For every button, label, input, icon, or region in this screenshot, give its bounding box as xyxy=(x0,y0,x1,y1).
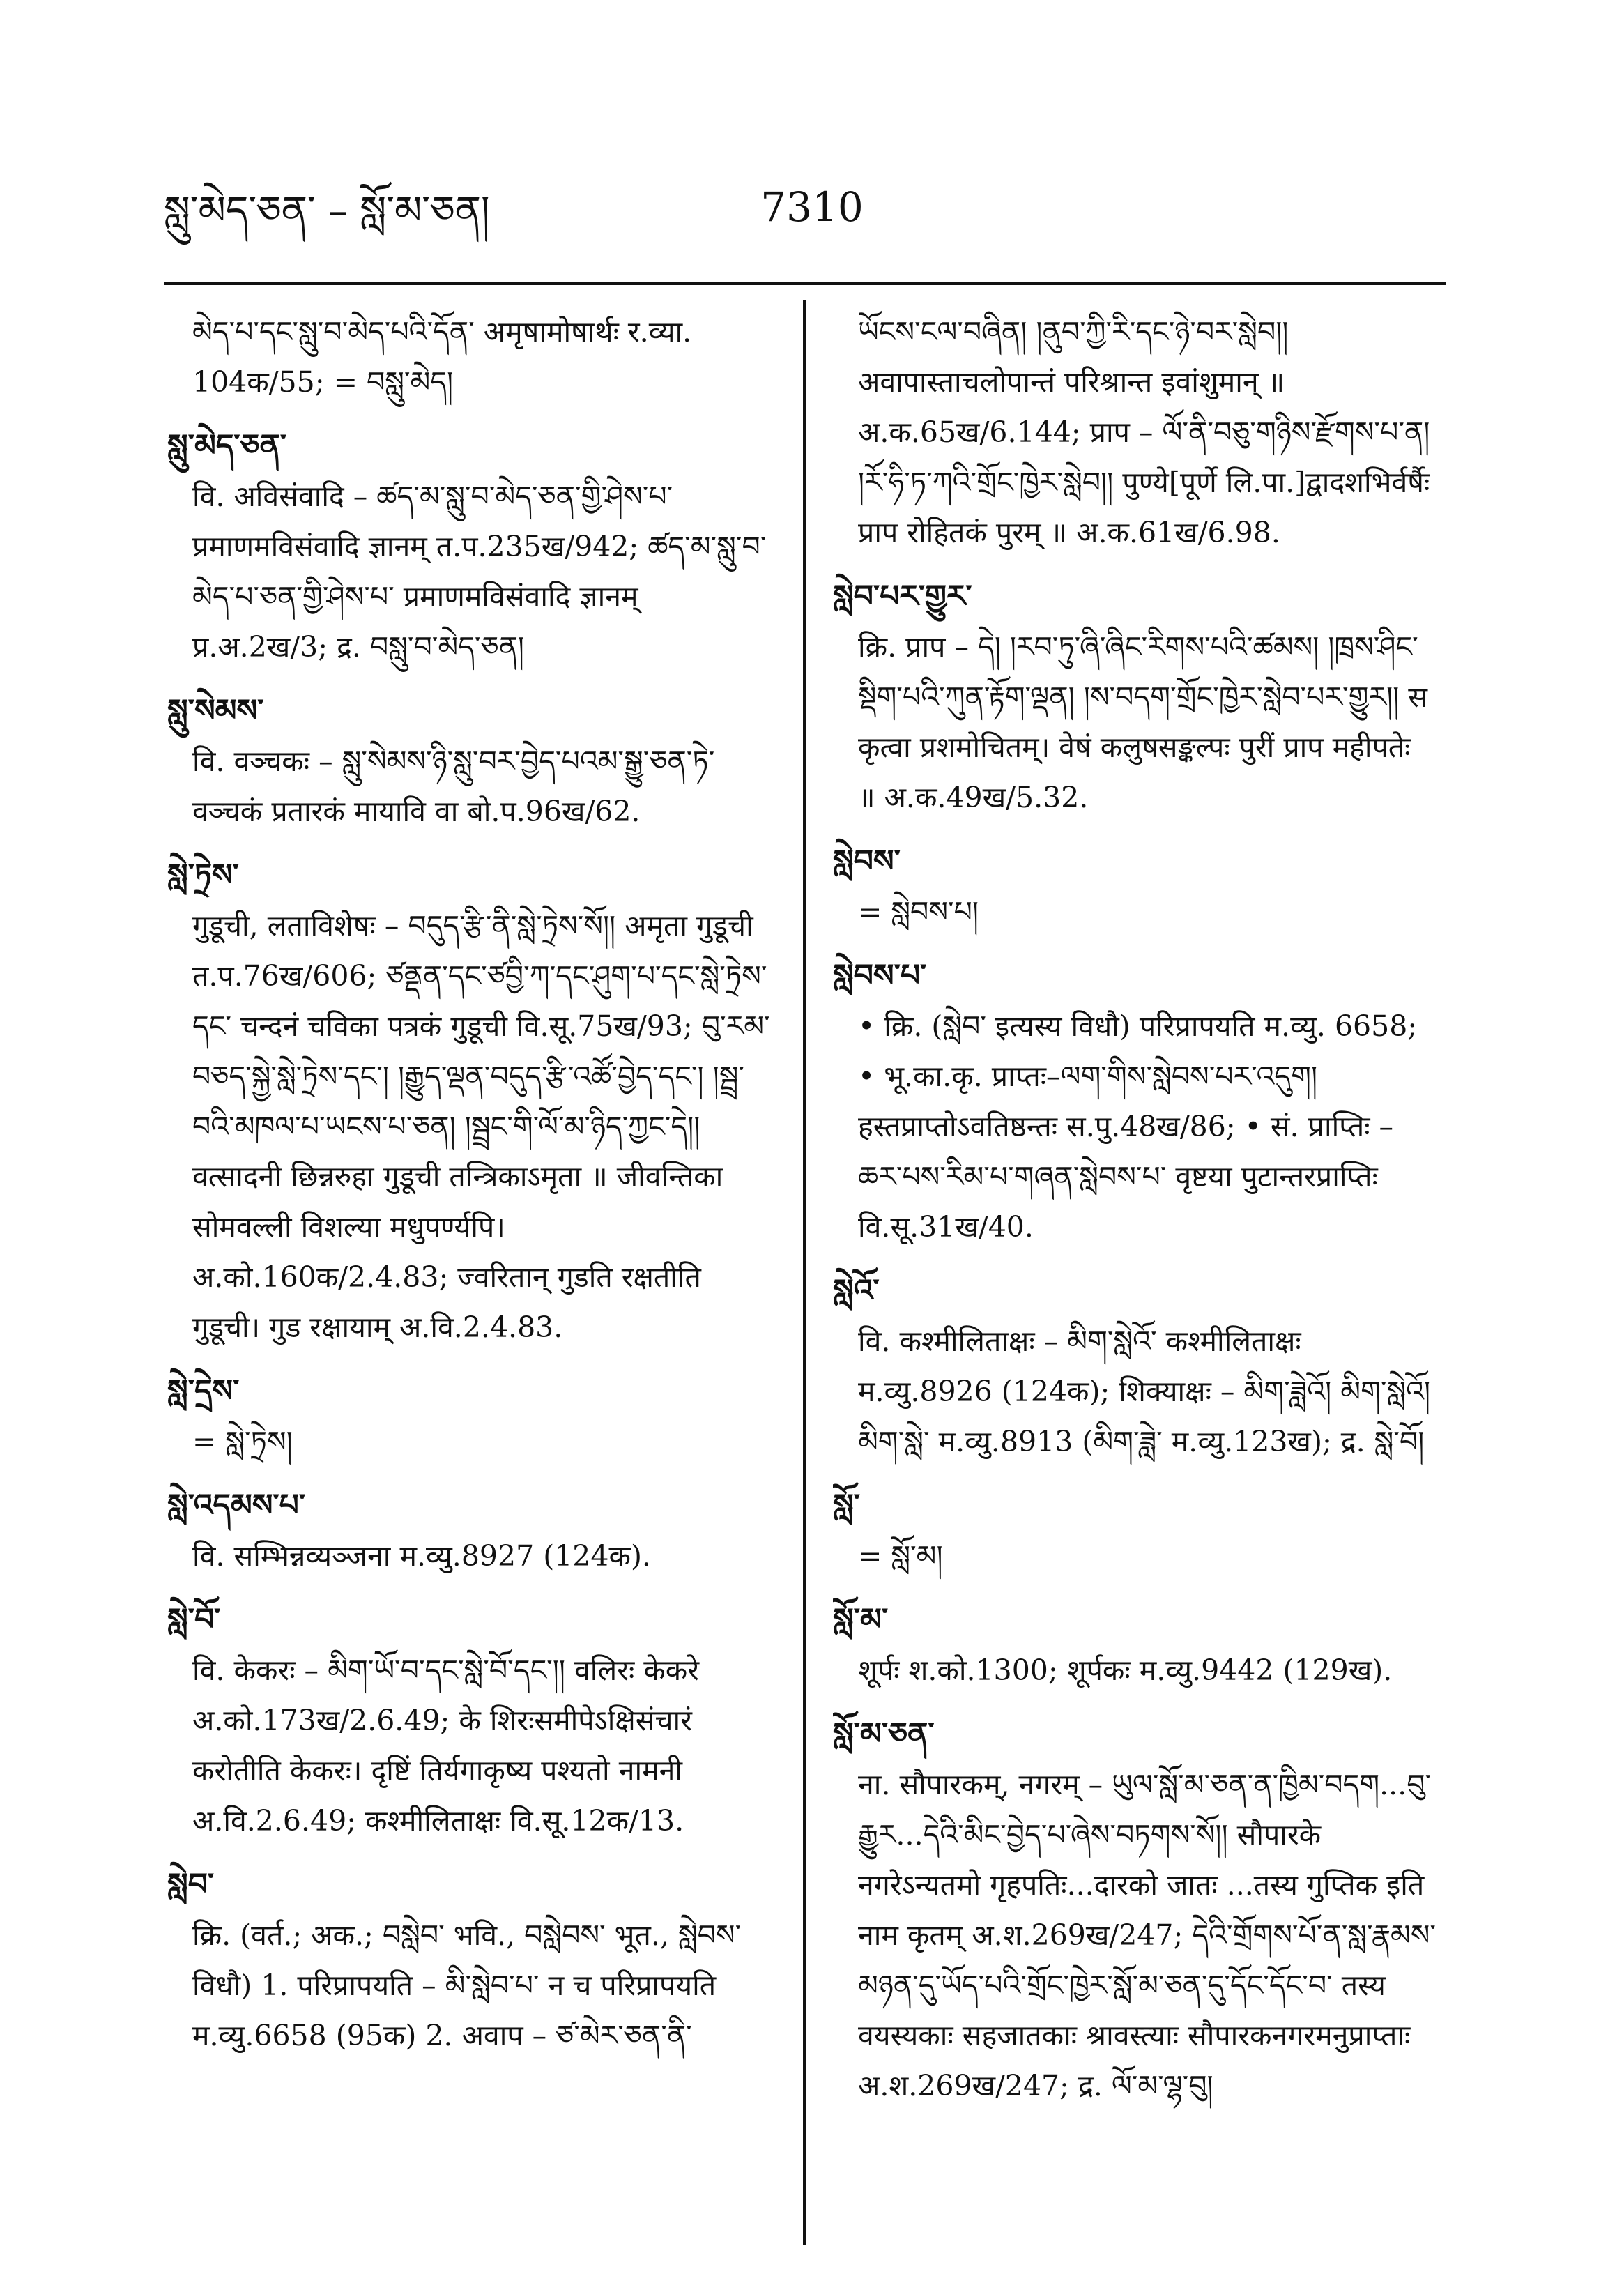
dictionary-entry xyxy=(167,1481,770,1581)
dictionary-entry xyxy=(833,1481,1436,1581)
right-column xyxy=(833,307,1436,2252)
entry-headword: སླེབས་ xyxy=(833,843,901,879)
entry-text: མེད་པ་དང་སླུ་བ་མེད་པའི་དོན་ अमृषामोषार्थः र.व्या. 104क/55; = བསླུ་མེད། xyxy=(192,315,692,399)
entry-headword: སློ་ xyxy=(833,1488,860,1523)
entry-headword: སླེའོ་ xyxy=(833,1273,880,1308)
entry-text: शूर्पः श.को.1300; शूर्पकः म.व्यु.9442 (129ख). xyxy=(858,1654,1393,1687)
entry-headword: སླེ་འདམས་པ་ xyxy=(167,1488,306,1523)
entry-text: • क्रि. (སླེབ་ इत्यस्य विधौ) परिप्रापयति म.व्यु. 6658; • भू.का.कृ. प्राप्तः–ལག་གིས་སླེབས་པར་འདུག། हस्तप्राप्तोऽवतिष्ठन्तः स.पु.48ख/86; • सं. प्राप्तिः – ཆར་པས་རིམ་པ་གཞན་སླེབས་པ་ वृष्टया पुटान्तरप्राप्तिः वि.सू.31ख/40. xyxy=(858,1009,1418,1244)
entry-headword: སླེབ་པར་གྱུར་ xyxy=(833,579,972,614)
entry-text: = སློ་མ། xyxy=(858,1539,943,1573)
dictionary-entry xyxy=(167,421,770,672)
running-head: སླུ་མེད་ཅན་ – སློ་མ་ཅན། xyxy=(164,188,490,234)
dictionary-entry xyxy=(167,850,770,1352)
entry-headword: སླེ་ཏྲེས་ xyxy=(167,857,239,893)
entry-text: = སླེབས་པ། xyxy=(858,895,979,929)
entry-headword: སླེབ་ xyxy=(167,1867,215,1902)
dictionary-entry xyxy=(833,307,1436,558)
dictionary-entry xyxy=(167,1366,770,1467)
entry-text: गुडूची, लताविशेषः – བདུད་རྩི་ནི་སླེ་ཏྲེས་སོ།། अमृता गुडूची त.प.76ख/606; ཙནྡན་དང་ཙབྱི་ཀ་དང་ཤུག་པ་དང་སླེ་ཏྲེས་དང་ चन्दनं चविका पत्रकं गुडूची वि.सू.75ख/93; བུ་རམ་བཅད་སྐྱེ་སླེ་ཏྲེས་དང་། །རྒྱུད་ལྡན་བདུད་རྩི་འཚོ་བྱེད་དང་། །སྦྲ་བའི་མཁལ་པ་ཡངས་པ་ཅན། །སྦྲང་གི་ལོ་མ་ཉིད་ཀྱང་དེ།། वत्सादनी छिन्नरुहा गुडूची तन्त्रिकाऽमृता ॥ जीवन्तिका सोमवल्ली विशल्या मधुपर्ण्यपि। अ.को.160क/2.4.83; ज्वरितान् गुडति रक्षतीति गुडूची। गुड रक्षायाम् अ.वि.2.4.83. xyxy=(192,909,770,1344)
column-divider xyxy=(803,300,806,2245)
left-column xyxy=(167,307,770,2252)
entry-text: वि. केकरः – མིག་ཡོ་བ་དང་སླེ་བོ་དང་།། वलिरः केकरे अ.को.173ख/2.6.49; के शिरःसमीपेऽक्षिसंचारं करोतीति केकरः। दृष्टिं तिर्यगाकृष्य पश्यतो नामनी अ.वि.2.6.49; कश्मीलिताक्षः वि.सू.12क/13. xyxy=(192,1654,700,1838)
dictionary-entry xyxy=(167,1860,770,2061)
entry-headword: སླུ་སེམས་ xyxy=(167,693,264,728)
dictionary-entry xyxy=(167,1595,770,1846)
dictionary-entry xyxy=(167,686,770,837)
dictionary-entry xyxy=(833,1709,1436,2111)
entry-text: क्रि. (वर्त.; अक.; བསླེབ་ भवि., བསླེབས་ भूत., སླེབས་ विधौ) 1. परिप्रापयति – མི་སླེབ་པ་ न च परिप्रापयति म.व्यु.6658 (95क) 2. अवाप – ཙ་མེར་ཅན་ནི་ xyxy=(192,1918,742,2052)
entry-headword: སླེབས་པ་ xyxy=(833,958,927,993)
entry-headword: སློ་མ་ xyxy=(833,1602,889,1637)
entry-text: = སླེ་ཏྲེས། xyxy=(192,1425,293,1458)
dictionary-entry xyxy=(833,572,1436,823)
dictionary-entry xyxy=(833,837,1436,937)
page-number: 7310 xyxy=(760,183,864,231)
entry-headword: སླུ་མེད་ཅན་ xyxy=(167,428,287,464)
dictionary-entry xyxy=(833,1266,1436,1467)
header-rule xyxy=(164,282,1446,285)
entry-headword: སླེ་བོ་ xyxy=(167,1602,221,1637)
entry-text: ཡོངས་ངལ་བཞིན། །ནུབ་ཀྱི་རི་དང་ཉེ་བར་སླེབ།། अवापास्ताचलोपान्तं परिश्रान्त इवांशुमान् ॥ अ.क.65ख/6.144; प्राप – ལོ་ནི་བཅུ་གཉིས་རྫོགས་པ་ན། །རོ་ཧི་ཏ་ཀའི་གྲོང་ཁྱེར་སླེབ།། पुण्ये[पूर्णे लि.पा.]द्वादशभिर्वर्षैः प्राप रोहितकं पुरम् ॥ अ.क.61ख/6.98. xyxy=(858,315,1430,549)
entry-text: क्रि. प्राप – དེ། །རབ་ཏུ་ཞི་ཞིང་རིགས་པའི་ཚམས། །ཁྲས་ཤིང་སྡིག་པའི་ཀུན་རྟོག་ལྡན། །ས་བདག་གྲོང་ཁྱེར་སླེབ་པར་གྱུར།། स कृत्वा प्रशमोचितम्। वेषं कलुषसङ्कल्पः पुरीं प्राप महीपतेः ॥ अ.क.49ख/5.32. xyxy=(858,630,1427,814)
dictionary-entry xyxy=(167,307,770,407)
entry-text: वि. कश्मीलिताक्षः – མིག་སླེའོ་ कश्मीलिताक्षः म.व्यु.8926 (124क); शिक्याक्षः – མིག་ཟླེའོ། མིག་སླེའོ། མིག་སླེ་ म.व्यु.8913 (མིག་ཟླེ་ म.व्यु.123ख); द्र. སླེ་བོ། xyxy=(858,1324,1431,1458)
entry-headword: སློ་མ་ཅན་ xyxy=(833,1716,935,1752)
entry-text: वि. सम्भिन्नव्यञ्जना म.व्यु.8927 (124क). xyxy=(192,1539,651,1573)
entry-headword: སླེ་དྲེས་ xyxy=(167,1373,240,1409)
dictionary-entry xyxy=(833,951,1436,1252)
entry-text: वि. अविसंवादि – ཚད་མ་སླུ་བ་མེད་ཅན་གྱི་ཤེས་པ་ प्रमाणमविसंवादि ज्ञानम् त.प.235ख/942; ཚད་མ་སླུ་བ་མེད་པ་ཅན་གྱི་ཤེས་པ་ प्रमाणमविसंवादि ज्ञानम् प्र.अ.2ख/3; द्र. བསླུ་བ་མེད་ཅན། xyxy=(192,480,767,664)
dictionary-entry xyxy=(833,1595,1436,1695)
page-header xyxy=(0,0,1624,293)
entry-text: ना. सौपारकम्, नगरम् – ཡུལ་སློ་མ་ཅན་ན་ཁྱིམ་བདག...བུ་རྒྱུར...དེའི་མིང་བྱེད་པ་ཞེས་བཏགས་སོ།། सौपारके नगरेऽन्यतमो गृहपतिः...दारको जातः ...तस्य गुप्तिक इति नाम कृतम् अ.श.269ख/247; དེའི་གྲོགས་པོ་ན་སླ་རྣམས་མཉན་དུ་ཡོད་པའི་གྲོང་ཁྱེར་སློ་མ་ཅན་དུ་དོང་དོང་བ་ तस्य वयस्यकाः सहजातकाः श्रावस्त्याः सौपारकनगरमनुप्राप्ताः अ.श.269ख/247; द्र. ལོ་མ་ལྷ་བུ། xyxy=(858,1768,1436,2102)
entry-text: वि. वञ्चकः – སླུ་སེམས་ཉི་སླུ་བར་བྱེད་པའམ་སྒྱུ་ཅན་ཏེ་ वञ्चकं प्रतारकं मायावि वा बो.प.96ख/62. xyxy=(192,745,715,828)
